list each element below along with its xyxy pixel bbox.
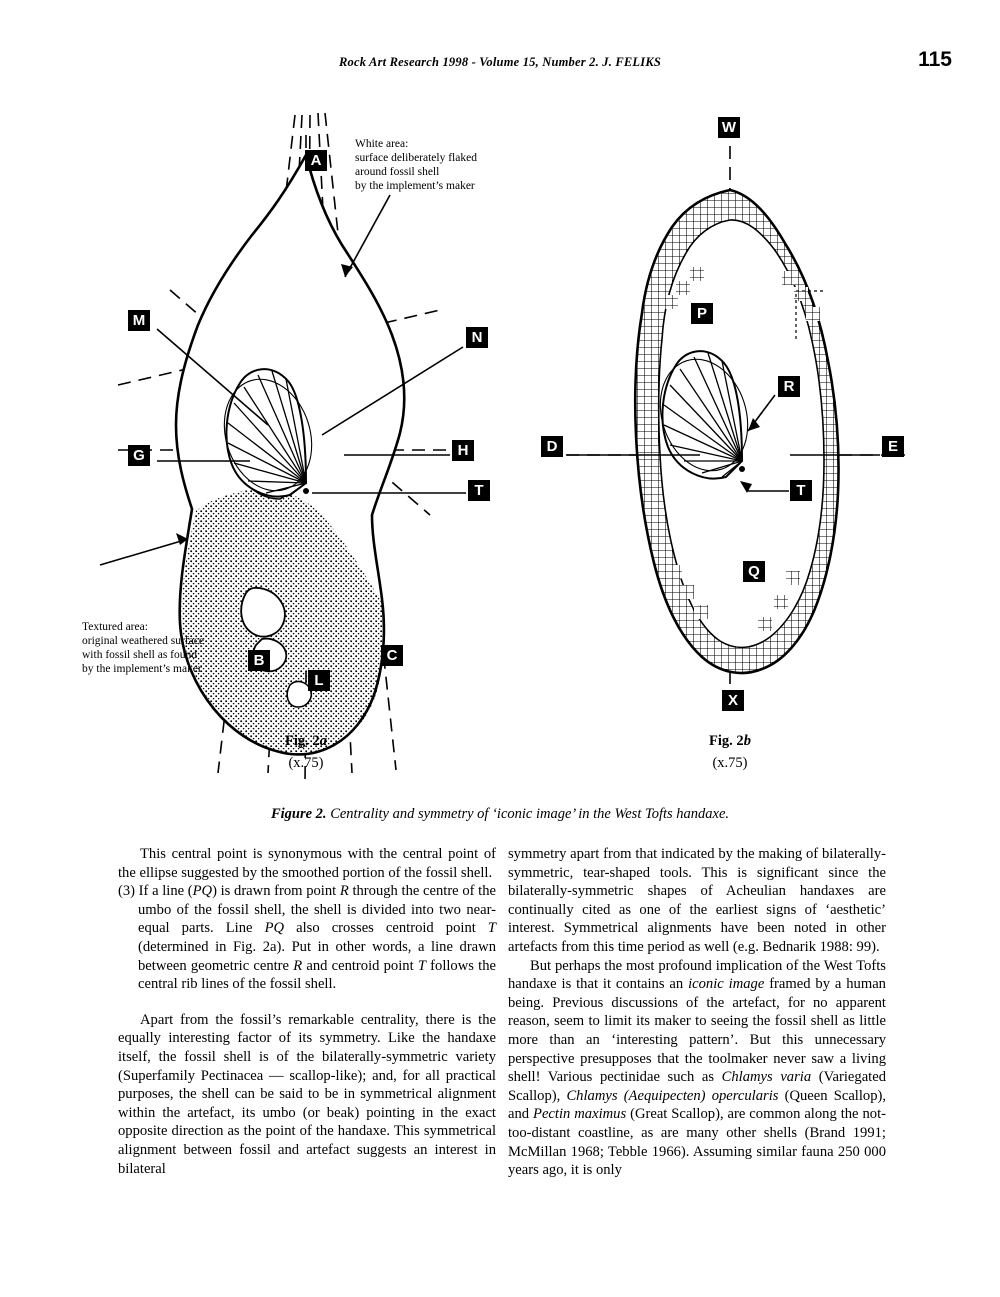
annotation-textured-line-1: Textured area: (82, 621, 148, 633)
figure-2 (0, 95, 1000, 795)
figure-caption (0, 806, 1000, 823)
running-head-text: Rock Art Research 1998 - Volume 15, Number 2. J. FELIKS (338, 55, 662, 69)
fig2b-letter-t: T (790, 480, 812, 501)
figure-caption-text: Centrality and symmetry of ‘iconic image’ in the West Tofts handaxe. (330, 806, 730, 822)
fig2b-letter-q: Q (743, 561, 765, 582)
paragraph-iconic-image: But perhaps the most profound implication of the West Tofts handaxe is that it contains an iconic image framed by a human being. Previous discussions of the artefact, for no apparent reason, seem to limit its maker to seeing the fossil shell as little more than an ‘interesting pattern’. But this unnecessary perspective presupposes that the toolmaker never saw a living shell! Various pectinidae such as Chlamys varia (Variegated Scallop), Chlamys (Aequipecten) opercularis (Queen Scallop), and Pectin maximus (Great Scallop), are common along the not-too-distant coastline, as are many other shells (Brand 1991; McMillan 1968; Tebble 1966). Assuming similar fauna 250 000 years ago, it is only (508, 957, 887, 1179)
paragraph: symmetry apart from that indicated by the making of bilaterally-symmetric, tear-shaped tools. This is significant since the bilaterally-symmetric shapes of Acheulian handaxes are continually cited as one of the earliest signs of ‘aesthetic’ interest. Symmetrical alignments have been noted in other artefacts from this time period as well (e.g. Bednarik 1988: 99). (508, 846, 886, 955)
fig2a-letter-c: C (381, 645, 403, 666)
annotation-white-line-2: surface deliberately flaked (355, 152, 477, 164)
fig2a-letter-t: T (468, 480, 490, 501)
fig2a-letter-b: B (248, 650, 270, 671)
annotation-white-line-4: by the implement’s maker (355, 180, 475, 192)
fig2a-letter-a: A (305, 150, 327, 171)
fig-2b-label-text: Fig. 2 (709, 733, 744, 749)
paragraph: Apart from the fossil’s remarkable centrality, there is the equally interesting factor of its symmetry. Like the handaxe itself, the fossil shell is of the bilaterally-symmetric variety (Superfamily Pectinacea — scallop-like); and, for all practical purposes, the shell can be said to be in symmetrical alignment within the artefact, its umbo (or beak) pointing in the exact opposite direction as the point of the handaxe. This symmetrical alignment between fossil and artefact suggests an interest in bilateral (118, 1011, 496, 1177)
fig2a-letter-n: N (466, 327, 488, 348)
body-column-right (508, 845, 886, 1180)
fig2b-letter-e: E (882, 436, 904, 457)
figure-2-illustration (0, 95, 1000, 805)
fig2b-letter-r: R (778, 376, 800, 397)
fig2a-letter-m: M (128, 310, 150, 331)
fig-2a-label-suffix: a (319, 733, 327, 749)
paragraph: This central point is synonymous with the central point of the ellipse suggested by the smoothed portion of the fossil shell. (118, 846, 496, 881)
running-head (0, 55, 1000, 70)
fig2b-letter-x: X (722, 690, 744, 711)
fig2b-letter-w: W (718, 117, 740, 138)
fig-2b-label-suffix: b (743, 733, 751, 749)
fig-2b-label (660, 733, 800, 750)
fig-2b-scale: (x.75) (712, 755, 748, 771)
annotation-textured-line-2: original weathered surface (82, 635, 204, 647)
fig-2b-drawing (545, 125, 905, 691)
body-column-left (118, 845, 496, 1178)
fig2b-letter-d: D (541, 436, 563, 457)
annotation-white-line-3: around fossil shell (355, 166, 440, 178)
page-number: 115 (918, 48, 952, 71)
annotation-textured-area (82, 620, 252, 676)
fig-2a-drawing (100, 113, 466, 785)
annotation-textured-line-3: with fossil shell as found (82, 649, 197, 661)
figure-caption-label: Figure 2. (270, 806, 327, 822)
annotation-textured-line-4: by the implement’s maker (82, 663, 202, 675)
annotation-white-line-1: White area: (355, 138, 409, 150)
paragraph-numbered-3: (3) If a line (PQ) is drawn from point R through the centre of the umbo of the fossil shell, the shell is divided into two near-equal parts. Line PQ also crosses centroid point T (determined in Fig. 2a). Put in other words, a line drawn between geometric centre R and centroid point T follows the central rib lines of the fossil shell. (118, 883, 496, 993)
fig2a-letter-l: L (308, 670, 330, 691)
annotation-white-area (355, 137, 477, 193)
fig2a-letter-h: H (452, 440, 474, 461)
fig-2a-label-text: Fig. 2 (285, 733, 320, 749)
fig-2a-scale: (x.75) (288, 755, 324, 771)
fig2b-letter-p: P (691, 303, 713, 324)
fig2a-letter-g: G (128, 445, 150, 466)
fig-2a-label (236, 733, 376, 750)
